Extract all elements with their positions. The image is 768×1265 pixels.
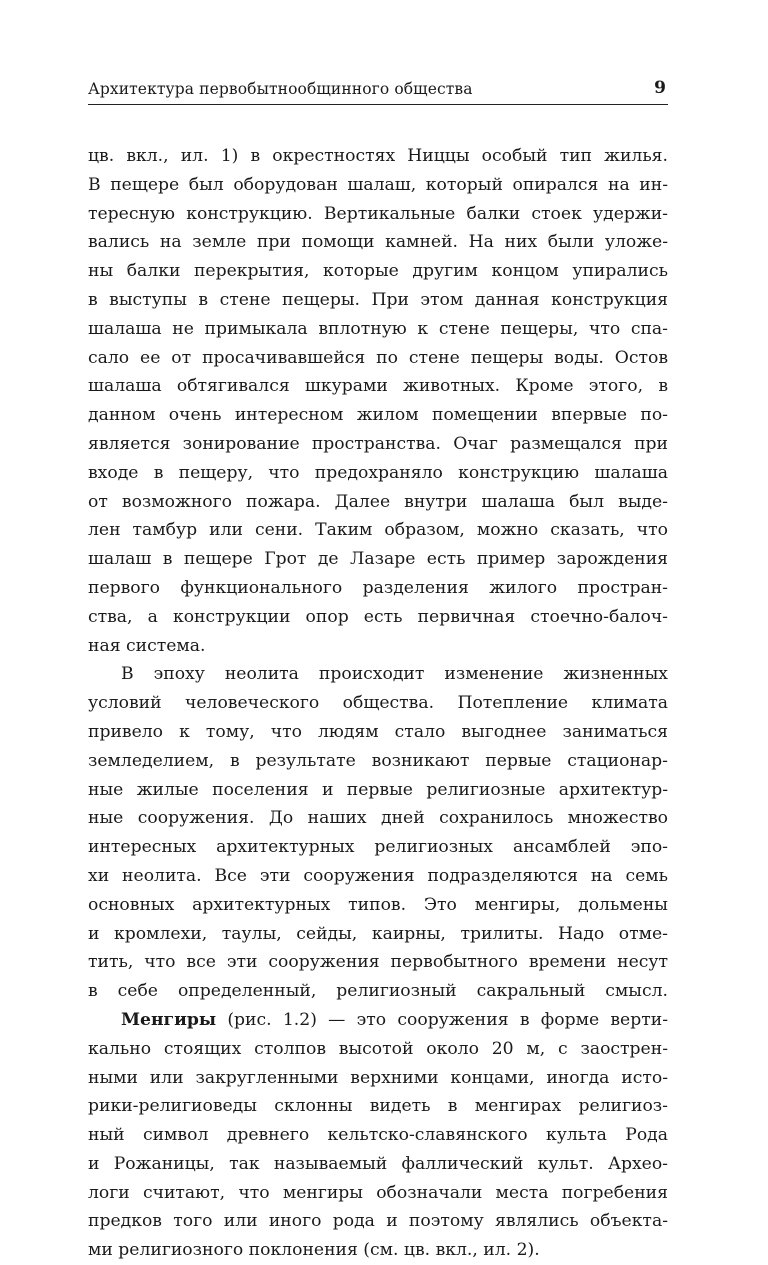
running-head [88, 78, 668, 105]
text-line: привело к тому, что людям стало выгоднее заниматься [88, 721, 668, 742]
text-line: в себе определенный, религиозный сакральный смысл. [88, 981, 668, 1002]
text-line: данном очень интересном жилом помещении впервые по- [88, 405, 668, 426]
text-line: цв. вкл., ил. 1) в окрестностях Ниццы особый тип жилья. [88, 146, 668, 166]
text-line: ства, а конструкции опор есть первичная стоечно-балоч- [88, 606, 668, 627]
text-line: рики-религиоведы склонны видеть в менгирах религиоз- [88, 1096, 668, 1117]
text-line: земледелием, в результате возникают первые стационар- [88, 750, 668, 771]
text-line: шалаша обтягивался шкурами животных. Кроме этого, в [88, 376, 668, 397]
text-line [88, 1006, 668, 1035]
text-line: является зонирование пространства. Очаг размещался при [88, 433, 668, 454]
text-line: ными или закругленными верхними концами, иногда исто- [88, 1067, 668, 1088]
text-line: ные сооружения. До наших дней сохранилось множество [88, 808, 668, 829]
text-line: первого функционального разделения жилого простран- [88, 577, 668, 598]
text-line: тить, что все эти сооружения первобытного времени несут [88, 952, 668, 973]
text-line: в выступы в стене пещеры. При этом данная конструкция [88, 289, 668, 310]
text-line: и Рожаницы, так называемый фаллический культ. Архео- [88, 1153, 668, 1174]
text-line: ны балки перекрытия, которые другим концом упирались [88, 261, 668, 282]
text-line: от возможного пожара. Далее внутри шалаша был выде- [88, 491, 668, 512]
text-line: ми религиозного поклонения (см. цв. вкл., ил. 2). [88, 1240, 540, 1261]
text-line: ная система. [88, 635, 206, 656]
text-line-content: (рис. 1.2) — это сооружения в форме верти- [216, 1009, 668, 1030]
text-line: логи считают, что менгиры обозначали места погребения [88, 1182, 668, 1203]
text-line: шалаша не примыкала вплотную к стене пещеры, что спа- [88, 318, 668, 339]
text-line: и кромлехи, таулы, сейды, каирны, трилиты. Надо отме- [88, 923, 668, 944]
text-line: кально стоящих столпов высотой около 20 м, с заострен- [88, 1038, 668, 1059]
page-number: 9 [654, 78, 666, 98]
text-line: интересных архитектурных религиозных ансамблей эпо- [88, 837, 668, 858]
body-text [88, 142, 668, 1265]
text-line: лен тамбур или сени. Таким образом, можно сказать, что [88, 520, 668, 541]
text-line: шалаш в пещере Грот де Лазаре есть пример зарождения [88, 549, 668, 570]
text-line: вались на земле при помощи камней. На них были уложе- [88, 232, 668, 253]
text-line: ный символ древнего кельтско-славянского культа Рода [88, 1125, 668, 1146]
text-line: предков того или иного рода и поэтому являлись объекта- [88, 1211, 668, 1232]
text-line: условий человеческого общества. Потепление климата [88, 693, 668, 714]
running-title: Архитектура первобытнообщинного общества [88, 80, 473, 98]
text-line: хи неолита. Все эти сооружения подразделяются на семь [88, 865, 668, 886]
text-line: ные жилые поселения и первые религиозные архитектур- [88, 779, 668, 800]
text-line: В эпоху неолита происходит изменение жизненных [121, 664, 668, 685]
text-line: основных архитектурных типов. Это менгиры, дольмены [88, 894, 668, 915]
text-line: входе в пещеру, что предохраняло конструкцию шалаша [88, 462, 668, 483]
text-line: сало ее от просачивавшейся по стене пещеры воды. Остов [88, 347, 668, 368]
term-menhirs: Менгиры [121, 1009, 217, 1030]
text-line: тересную конструкцию. Вертикальные балки стоек удержи- [88, 203, 668, 224]
text-line: В пещере был оборудован шалаш, который опирался на ин- [88, 174, 668, 195]
